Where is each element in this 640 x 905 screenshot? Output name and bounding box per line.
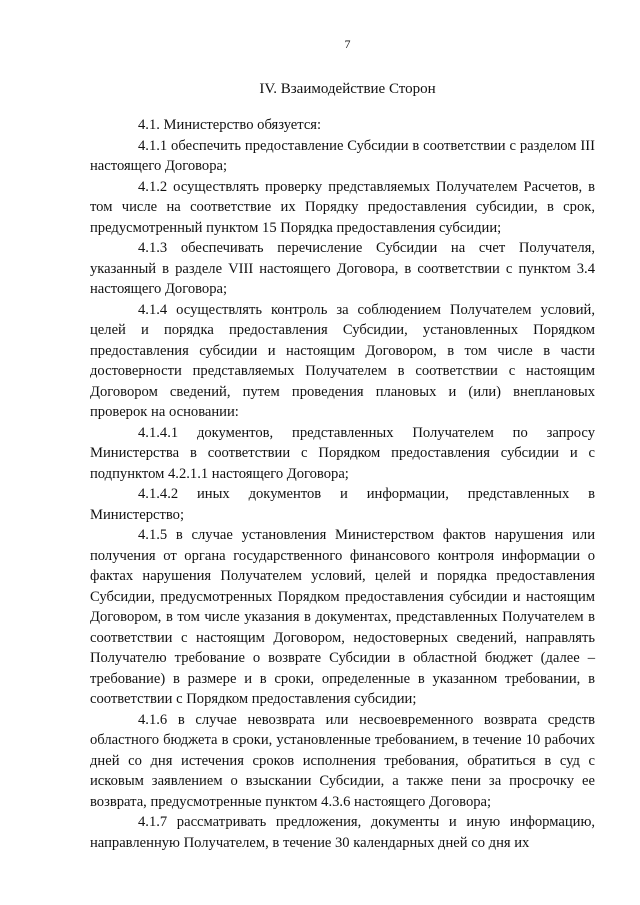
paragraph-4-1-7: 4.1.7 рассматривать предложения, документы и иную информацию, направленную Получателем, в течение 30 календарных дней со дня их [90,814,595,851]
paragraph-4-1-4-1: 4.1.4.1 документов, представленных Получателем по запросу Министерства в соответствии с Порядком предоставления субсидии и с подпунктом 4.2.1.1 настоящего Договора; [90,424,595,482]
paragraph-4-1-1: 4.1.1 обеспечить предоставление Субсидии в соответствии с разделом III настоящего Договора; [90,137,595,174]
paragraph-4-1-4: 4.1.4 осуществлять контроль за соблюдением Получателем условий, целей и порядка предоставления Субсидии, установленных Порядком предоставления субсидии и настоящим Договором, в том числе в части достоверности представляемых Получателем в соответствии с настоящим Договором сведений, путем проведения плановых и (или) внеплановых проверок на основании: [90,301,595,420]
section-title: IV. Взаимодействие Сторон [259,81,436,97]
document-page [90,36,595,853]
paragraph-4-1-3: 4.1.3 обеспечивать перечисление Субсидии на счет Получателя, указанный в разделе VIII настоящего Договора, в соответствии с пунктом 3.4 настоящего Договора; [90,240,595,297]
document-body [90,115,595,853]
paragraph-4-1-5: 4.1.5 в случае установления Министерством фактов нарушения или получения от органа государственного финансового контроля информации о фактах нарушения Получателем условий, целей и порядка предоставления Субсидии, предусмотренных Порядком предоставления субсидии и настоящим Договором, в том числе указания в документах, представленных Получателем в соответствии с настоящим Договором, недостоверных сведений, направлять Получателю требование о возврате Субсидии в областной бюджет (далее – требование) в размере и в сроки, определенные в указанном требовании, в соответствии с Порядком предоставления субсидии; [90,527,595,707]
paragraph-4-1-2: 4.1.2 осуществлять проверку представляемых Получателем Расчетов, в том числе на соответствие их Порядку предоставления субсидии, в срок, предусмотренный пунктом 15 Порядка предоставления субсидии; [90,178,595,236]
paragraph-4-1-6: 4.1.6 в случае невозврата или несвоевременного возврата средств областного бюджета в сроки, установленные требованием, в течение 10 рабочих дней со дня истечения сроков исполнения требования, обратиться в суд с исковым заявлением о взыскании Субсидии, а также пени за просрочку ее возврата, предусмотренные пунктом 4.3.6 настоящего Договора; [90,711,595,810]
page-number: 7 [344,37,351,51]
paragraph-4-1-4-2: 4.1.4.2 иных документов и информации, представленных в Министерство; [90,486,595,523]
paragraph-4-1: 4.1. Министерство обязуется: [138,117,322,133]
